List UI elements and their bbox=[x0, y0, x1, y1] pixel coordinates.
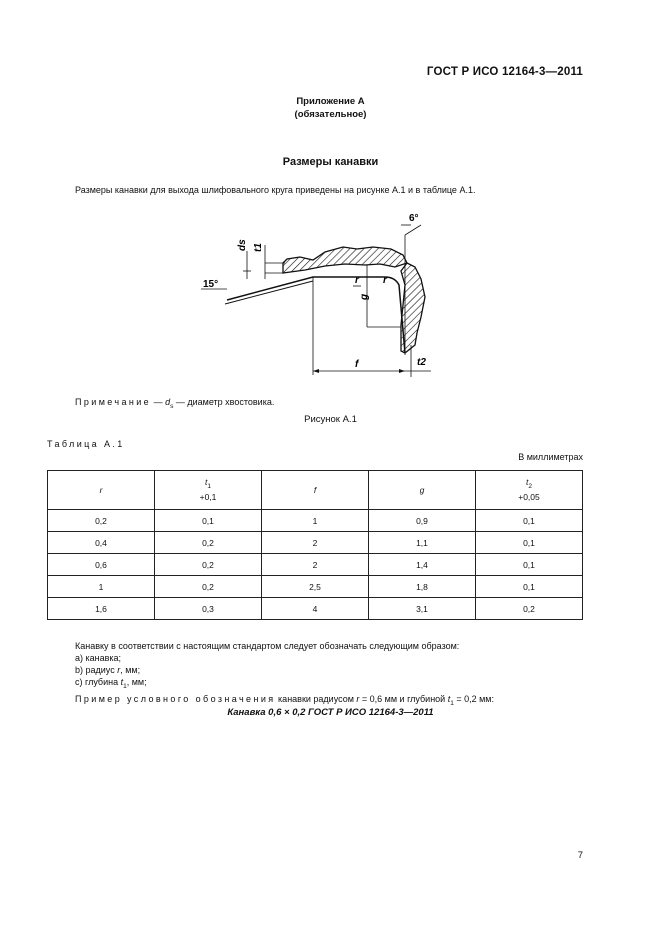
section-heading: Размеры канавки bbox=[282, 156, 379, 168]
table-cell: 3,1 bbox=[369, 598, 476, 620]
table-row bbox=[48, 510, 583, 532]
angle-left-label: 15° bbox=[203, 279, 219, 290]
intro-paragraph: Размеры канавки для выхода шлифовального круга приведены на рисунке А.1 и в таблице А.1. bbox=[75, 185, 476, 195]
dim-g-label: g bbox=[359, 293, 370, 300]
table-cell: 1,1 bbox=[369, 532, 476, 554]
table-cell: 2 bbox=[262, 554, 369, 576]
col-header-t1: $t_1$ +0,1 bbox=[155, 471, 262, 510]
col-header-r: r bbox=[48, 471, 155, 510]
note-var: d bbox=[165, 397, 171, 407]
table-row bbox=[48, 576, 583, 598]
table-row bbox=[48, 554, 583, 576]
list-item-a: а) канавка; bbox=[75, 653, 122, 663]
table-cell: 1,6 bbox=[48, 598, 155, 620]
table-cell: 2,5 bbox=[262, 576, 369, 598]
table-row bbox=[48, 532, 583, 554]
note-dash: — bbox=[151, 397, 166, 407]
designation-paragraph bbox=[75, 640, 494, 710]
groove-section-top bbox=[283, 247, 407, 273]
dim-r-outer-label: r bbox=[355, 275, 359, 286]
table-cell: 0,1 bbox=[476, 554, 583, 576]
table-cell: 4 bbox=[262, 598, 369, 620]
groove-figure bbox=[195, 205, 445, 380]
table-cell: 0,2 bbox=[155, 532, 262, 554]
designation-intro: Канавку в соответствии с настоящим стандартом следует обозначать следующим образом: bbox=[75, 641, 460, 651]
note-var-sub: s bbox=[170, 403, 174, 410]
table-header-row bbox=[48, 471, 583, 510]
part-profile bbox=[227, 277, 405, 353]
table-cell: 0,1 bbox=[155, 510, 262, 532]
table-units: В миллиметрах bbox=[518, 452, 583, 462]
table-cell: 0,6 bbox=[48, 554, 155, 576]
dim-f-label: f bbox=[355, 359, 359, 370]
designation-example: Канавка 0,6 × 0,2 ГОСТ Р ИСО 12164-3—2011 bbox=[227, 707, 434, 718]
table-cell: 0,4 bbox=[48, 532, 155, 554]
standard-header: ГОСТ Р ИСО 12164-3—2011 bbox=[426, 66, 583, 78]
table-cell: 1,8 bbox=[369, 576, 476, 598]
table-label: Таблица А.1 bbox=[47, 439, 125, 449]
dim-r-inner-label: r bbox=[383, 275, 387, 286]
col-header-f: f bbox=[262, 471, 369, 510]
table-cell: 0,1 bbox=[476, 510, 583, 532]
table-cell: 0,2 bbox=[48, 510, 155, 532]
appendix-status: (обязательное) bbox=[294, 109, 367, 120]
table-cell: 2 bbox=[262, 532, 369, 554]
list-item-b: b) радиус r, мм; bbox=[75, 665, 141, 675]
figure-caption: Рисунок А.1 bbox=[304, 414, 357, 425]
example-line: Пример условного обозначения канавки радиусом r = 0,6 мм и глубиной $t_1 = 0,2$ мм: bbox=[75, 694, 494, 707]
page-number: 7 bbox=[577, 850, 583, 861]
note-prefix: Примечание bbox=[75, 397, 152, 407]
table-cell: 0,3 bbox=[155, 598, 262, 620]
col-header-g: g bbox=[369, 471, 476, 510]
dimensions-table bbox=[47, 470, 583, 620]
table-cell: 0,1 bbox=[476, 576, 583, 598]
angle-top-label: 6° bbox=[409, 213, 419, 224]
list-item-c: с) глубина $t_1$, мм; bbox=[75, 677, 147, 690]
table-row bbox=[48, 598, 583, 620]
appendix-block bbox=[0, 95, 661, 121]
table-cell: 0,1 bbox=[476, 532, 583, 554]
table-cell: 1 bbox=[262, 510, 369, 532]
appendix-title: Приложение А bbox=[296, 96, 365, 107]
table-cell: 0,9 bbox=[369, 510, 476, 532]
table-cell: 1 bbox=[48, 576, 155, 598]
table-cell: 0,2 bbox=[155, 576, 262, 598]
col-header-t2: $t_2$ +0,05 bbox=[476, 471, 583, 510]
dim-t1-label: t1 bbox=[253, 243, 264, 252]
taper-line bbox=[225, 281, 313, 304]
figure-note bbox=[75, 397, 274, 410]
note-text: — диаметр хвостовика. bbox=[173, 397, 275, 407]
dim-ds-label: ds bbox=[237, 239, 248, 251]
dim-t2-label: t2 bbox=[417, 357, 426, 368]
table-cell: 1,4 bbox=[369, 554, 476, 576]
table-cell: 0,2 bbox=[155, 554, 262, 576]
table-cell: 0,2 bbox=[476, 598, 583, 620]
